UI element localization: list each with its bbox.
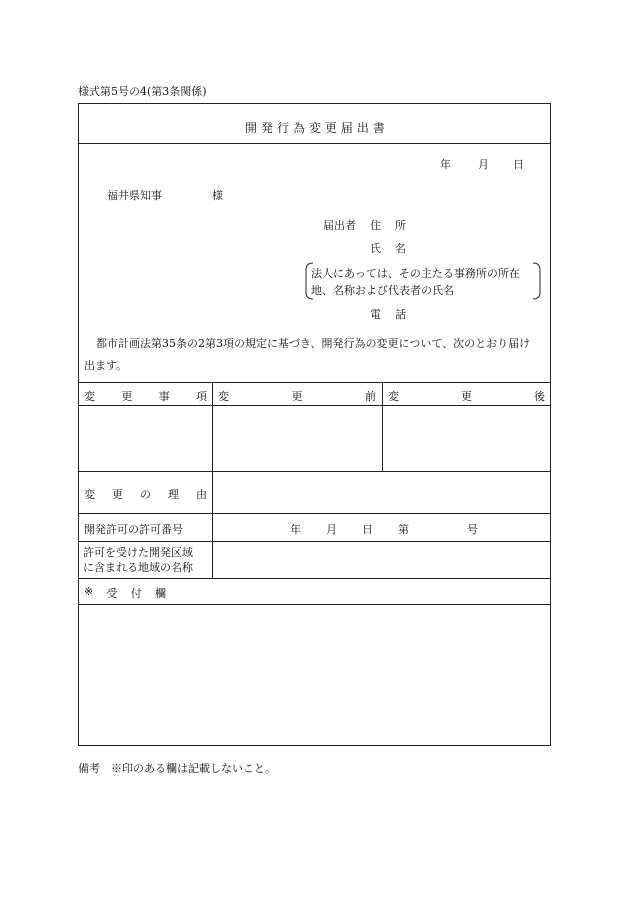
divider-area xyxy=(78,578,551,579)
header-char: 事 xyxy=(158,390,170,403)
header-char: 更 xyxy=(461,390,472,403)
permit-number-label xyxy=(84,521,207,537)
frame-top xyxy=(78,103,551,104)
label-char: 住 xyxy=(370,219,381,232)
label-char: 所 xyxy=(395,219,406,232)
label-char: 欄 xyxy=(154,587,166,600)
frame-bottom xyxy=(78,745,551,746)
notifier-label: 届出者 xyxy=(323,219,356,232)
permit-number-prefix: 第 xyxy=(398,523,409,536)
area-name-cell[interactable] xyxy=(213,542,550,578)
corporate-note-line: 地、名称および代表者の氏名 xyxy=(311,284,454,297)
right-bracket xyxy=(531,262,543,300)
label-char: 受 xyxy=(106,587,118,600)
header-char: 項 xyxy=(195,390,207,403)
frame-right xyxy=(550,103,551,746)
title-char: 書 xyxy=(372,121,385,135)
change-after-cell[interactable] xyxy=(383,406,550,471)
form-number: 様式第5号の4(第3条関係) xyxy=(78,85,207,98)
col-header-before xyxy=(218,388,376,404)
form-title xyxy=(245,119,385,136)
remarks: 備考 ※印のある欄は記載しないこと。 xyxy=(78,762,276,775)
notifier-address-label xyxy=(370,217,406,233)
header-char: 更 xyxy=(121,390,133,403)
area-name-label-line: に含まれる地域の名称 xyxy=(83,561,193,574)
title-char: 開 xyxy=(245,121,258,135)
permit-day: 日 xyxy=(362,523,373,536)
label-char: 氏 xyxy=(370,242,381,255)
title-char: 行 xyxy=(276,121,289,135)
date-year: 年 xyxy=(440,158,451,171)
notifier-name-label xyxy=(370,240,406,256)
divider-reason xyxy=(78,513,551,514)
label-char: 理 xyxy=(168,488,179,501)
addressee-honorific: 様 xyxy=(212,189,223,202)
date-month: 月 xyxy=(478,158,489,171)
col-header-item xyxy=(84,388,207,404)
area-name-label xyxy=(83,545,193,575)
reception-label xyxy=(84,585,166,601)
label-text: 開発許可の許可番号 xyxy=(84,523,183,536)
title-char: 発 xyxy=(260,121,273,135)
area-name-label-line: 許可を受けた開発区域 xyxy=(83,546,193,559)
col-header-after xyxy=(388,388,545,404)
label-char: 名 xyxy=(395,242,406,255)
header-char: 変 xyxy=(218,390,229,403)
notifier-phone-label xyxy=(370,306,406,322)
title-char: 変 xyxy=(308,121,321,135)
divider-header-top xyxy=(78,382,551,383)
reason-label xyxy=(84,486,207,502)
header-char: 変 xyxy=(84,390,95,403)
label-char: 付 xyxy=(130,587,142,600)
label-char: 話 xyxy=(395,308,406,321)
addressee-name: 福井県知事 xyxy=(107,189,162,202)
reason-cell[interactable] xyxy=(213,472,550,513)
label-char: 更 xyxy=(112,488,123,501)
label-char: 電 xyxy=(370,308,381,321)
label-char: 由 xyxy=(196,488,207,501)
title-char: 届 xyxy=(340,121,353,135)
body-text-line: 都市計画法第35条の2第3項の規定に基づき、開発行為の変更について、次のとおり届け xyxy=(96,337,531,350)
header-char: 後 xyxy=(534,390,545,403)
title-char: 出 xyxy=(356,121,369,135)
body-text-line: 出ます。 xyxy=(84,359,128,372)
label-char: 変 xyxy=(84,488,95,501)
permit-year: 年 xyxy=(290,523,301,536)
permit-number-suffix: 号 xyxy=(467,523,478,536)
title-char: 更 xyxy=(324,121,337,135)
divider-title xyxy=(78,143,551,144)
change-item-cell[interactable] xyxy=(79,406,212,471)
label-char: の xyxy=(140,488,151,501)
corporate-note xyxy=(311,265,520,299)
permit-month: 月 xyxy=(326,523,337,536)
header-char: 前 xyxy=(365,390,376,403)
change-before-cell[interactable] xyxy=(213,406,382,471)
reception-box xyxy=(79,605,550,745)
label-char: ※ xyxy=(84,585,94,598)
header-char: 更 xyxy=(291,390,303,403)
date-day: 日 xyxy=(513,158,524,171)
header-char: 変 xyxy=(388,390,399,403)
corporate-note-line: 法人にあっては、その主たる事務所の所在 xyxy=(311,267,520,280)
title-char: 為 xyxy=(292,121,305,135)
